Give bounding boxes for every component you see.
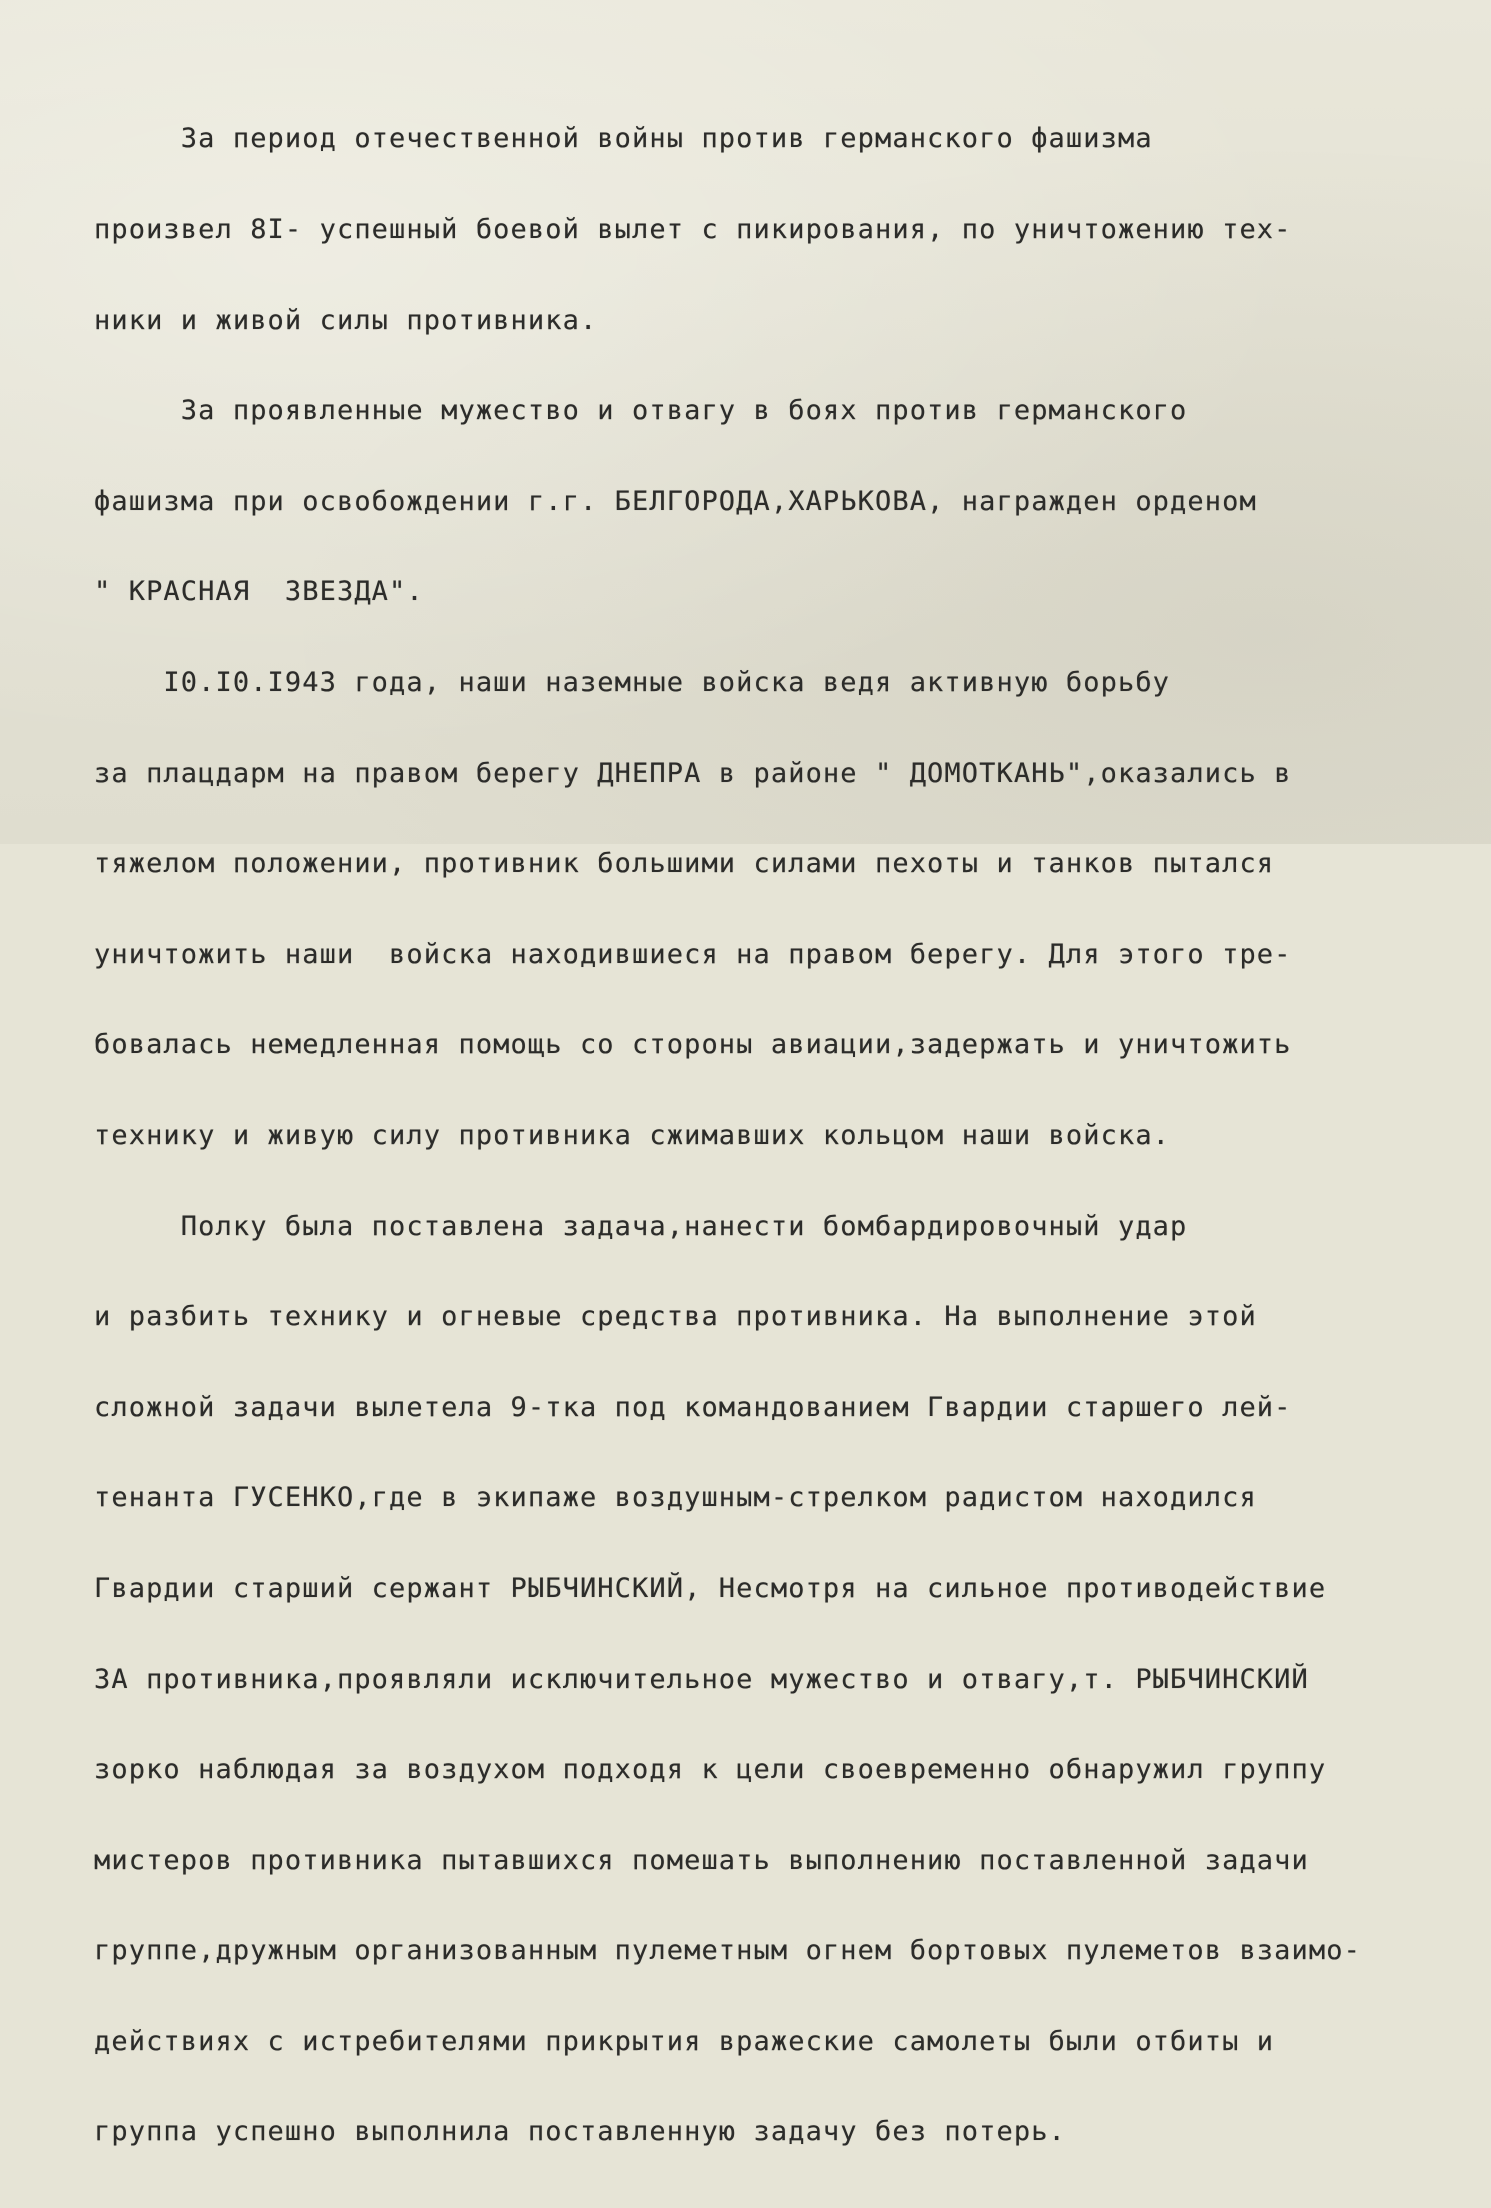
text-line: ники и живой силы противника. bbox=[94, 304, 598, 336]
text-line: технику и живую силу противника сжимавших кольцом наши войска. bbox=[94, 1119, 1171, 1151]
text-line: тяжелом положении, противник большими силами пехоты и танков пытался bbox=[94, 848, 1275, 880]
text-line: сложной задачи вылетела 9-тка под командованием Гвардии старшего лей- bbox=[94, 1391, 1292, 1423]
text-line: произвел 8I- успешный боевой вылет с пикирования, по уничтожению тех- bbox=[94, 214, 1292, 245]
text-line: фашизма при освобождении г.г. БЕЛГОРОДА,ХАРЬКОВА, награжден орденом bbox=[94, 485, 1257, 517]
text-line: Полку была поставлена задача,нанести бомбардировочный удар bbox=[94, 1210, 1188, 1242]
text-line: тенанта ГУСЕНКО,где в экипаже воздушным-стрелком радистом находился bbox=[94, 1482, 1257, 1514]
typewritten-text bbox=[94, 64, 1464, 2208]
text-line: I0.I0.I943 года, наши наземные войска ведя активную борьбу bbox=[94, 666, 1171, 698]
text-line: группе,дружным организованным пулеметным огнем бортовых пулеметов взаимо- bbox=[94, 1935, 1361, 1967]
text-line: действиях с истребителями прикрытия вражеские самолеты были отбиты и bbox=[94, 2025, 1275, 2057]
text-line: бовалась немедленная помощь со стороны авиации,задержать и уничтожить bbox=[94, 1029, 1292, 1061]
text-line: ЗА противника,проявляли исключительное мужество и отвагу,т. РЫБЧИНСКИЙ bbox=[94, 1663, 1309, 1695]
text-line: и разбить технику и огневые средства противника. На выполнение этой bbox=[94, 1301, 1257, 1333]
text-line: За период отечественной войны против германского фашизма bbox=[94, 123, 1153, 155]
text-line: зорко наблюдая за воздухом подходя к цели своевременно обнаружил группу bbox=[94, 1754, 1327, 1786]
text-line: уничтожить наши войска находившиеся на правом берегу. Для этого тре- bbox=[94, 938, 1292, 970]
text-line: За проявленные мужество и отвагу в боях против германского bbox=[94, 395, 1188, 427]
text-line: группа успешно выполнила поставленную задачу без потерь. bbox=[94, 2116, 1066, 2148]
text-line: мистеров противника пытавшихся помешать выполнению поставленной задачи bbox=[94, 1844, 1309, 1876]
text-line: за плацдарм на правом берегу ДНЕПРА в районе " ДОМОТКАНЬ",оказались в bbox=[94, 757, 1292, 789]
text-line: " КРАСНАЯ ЗВЕЗДА". bbox=[94, 576, 424, 608]
text-line: Гвардии старший сержант РЫБЧИНСКИЙ, Несмотря на сильное противодействие bbox=[94, 1572, 1327, 1604]
